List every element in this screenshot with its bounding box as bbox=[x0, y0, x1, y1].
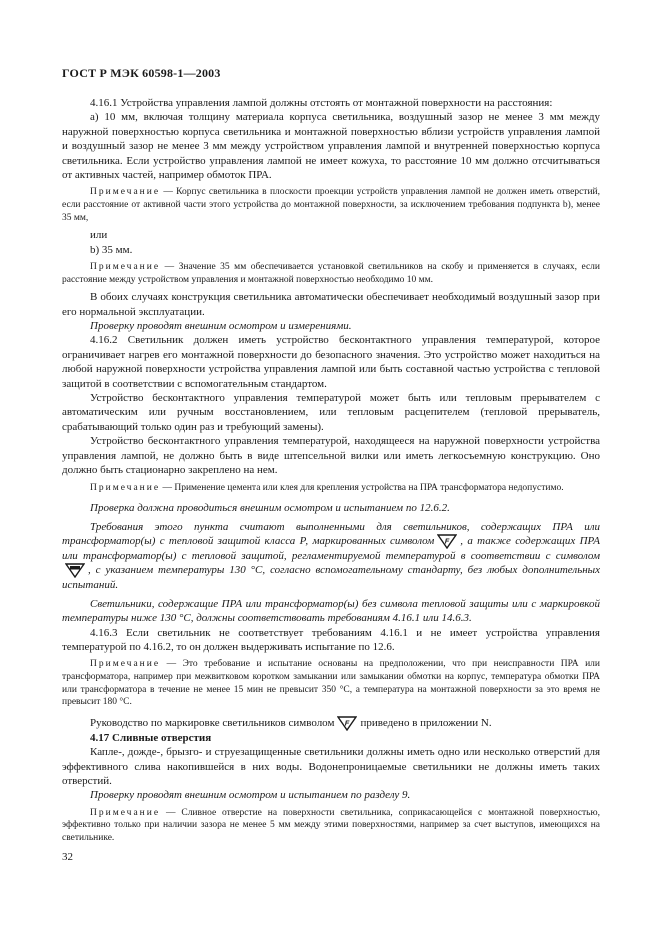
note-label: Примечание bbox=[90, 482, 161, 493]
note-3 bbox=[62, 482, 600, 495]
thermal-protection-temperature-symbol-icon bbox=[65, 563, 85, 578]
page-content bbox=[62, 96, 600, 845]
paragraph-thermal-device: Устройство бесконтактного управления температурой может быть или тепловым прерывателем с автоматическим или ручным восстановлением, или тепловым расцепителем (тепловой прерыватель, срабатывающий только один раз и требующий замены). bbox=[62, 392, 600, 433]
note-label: Примечание bbox=[90, 807, 161, 818]
paragraph-or: или bbox=[90, 229, 108, 242]
thermal-protection-f-symbol-icon bbox=[437, 534, 457, 549]
symbol-letter: F bbox=[345, 718, 350, 728]
paragraph-item-b: b) 35 мм. bbox=[90, 243, 133, 256]
note-text: — Это требование и испытание основаны на предположении, что при неисправности ПРА или трансформатора, например при межвитковом коротком замыкании или замыкании обмотки на корпус, температура обмотки ПРА или трансформатора в течение не менее 15 мин не превысит 350 °С, а температура на монтажной поверхности за это время не превысит 180 °С. bbox=[62, 659, 600, 708]
paragraph-drain-holes: Капле-, дожде-, брызго- и струезащищенные светильники должны иметь одно или несколько отверстий для эффективного слива накопившейся в них воды. Водонепроницаемые светильники не должны иметь таких отверстий. bbox=[62, 746, 600, 787]
text-part-b: приведено в приложении N. bbox=[360, 716, 492, 729]
note-text: — Применение цемента или клея для крепления устройства на ПРА трансформатора недопустимо. bbox=[160, 482, 564, 493]
symbol-letter: F bbox=[444, 536, 450, 546]
text-part-a: Руководство по маркировке светильников символом bbox=[90, 716, 335, 729]
paragraph-4-16-2: 4.16.2 Светильник должен иметь устройство бесконтактного управления температурой, которое ограничивает нагрев его монтажной поверхности до безопасного значения. Это устройство может находиться на любой наружной поверхности устройства управления лампой или быть составной частью устройства с тепловой защитой в соответствии с вспомогательным стандартом. bbox=[62, 334, 600, 390]
paragraph-external-device: Устройство бесконтактного управления температурой, находящееся на наружной поверхности устройства управления лампой, не должно быть в виде штепсельной вилки или иметь легкосъемную конструкцию. Оно должно быть стационарно закреплено на нем. bbox=[62, 435, 600, 477]
f-symbol-icon bbox=[337, 716, 357, 731]
check-method-1: Проверку проводят внешним осмотром и измерениями. bbox=[90, 320, 352, 333]
note-4 bbox=[62, 658, 600, 708]
note-text: — Значение 35 мм обеспечивается установкой светильников на скобу и применяется в случаях, если расстояние между устройством управления и монтажной поверхностью необходимо 10 мм. bbox=[62, 262, 600, 285]
paragraph-4-16-3: 4.16.3 Если светильник не соответствует требованиям 4.16.1 и не имеет устройства управления температурой по 4.16.2, то он должен выдерживать испытание по 12.6. bbox=[62, 626, 600, 653]
paragraph-item-a: а) 10 мм, включая толщину материала корпуса светильника, воздушный зазор не менее 3 мм между наружной поверхностью корпуса светильника и монтажной поверхностью вблизи устройств управления лампой и воздушный зазор не менее 3 мм между устройством управления лампой и внутренней поверхностью корпуса светильника. Если устройство управления лампой не имеет кожуха, то расстояние 10 мм должно отсчитываться от активных частей, например обмоток ПРА. bbox=[62, 111, 600, 182]
document-header: ГОСТ Р МЭК 60598-1—2003 bbox=[62, 66, 221, 80]
note-2 bbox=[62, 261, 600, 286]
note-5 bbox=[62, 807, 600, 845]
paragraph-both-cases: В обоих случаях конструкция светильника автоматически обеспечивает необходимый воздушный зазор при его нормальной эксплуатации. bbox=[62, 291, 600, 318]
text-part-a: Требования этого пункта считают выполненными для светильников, содержащих ПРА или трансформатор(ы) с тепловой защитой класса Р, маркированных символом bbox=[62, 520, 600, 547]
text-part-c: , с указанием температуры 130 °С, согласно вспомогательному стандарту, без любых дополнительных испытаний. bbox=[62, 564, 600, 592]
paragraph-marking-guide bbox=[62, 716, 600, 731]
section-heading-4-17: 4.17 Сливные отверстия bbox=[90, 731, 212, 744]
text-part-b: , а также содержащих ПРА или трансформатор(ы) с тепловой защитой, регламентируемой температурой в соответствии с символом bbox=[62, 534, 600, 562]
note-label: Примечание bbox=[90, 262, 161, 273]
note-text: — Сливное отверстие на поверхности светильника, соприкасающейся с монтажной поверхностью, эффективно только при наличии зазора не менее 5 мм между этими поверхностями, например за счет выступов, имеющихся на светильнике. bbox=[62, 807, 600, 843]
note-1 bbox=[62, 186, 600, 224]
note-label: Примечание bbox=[90, 659, 161, 670]
paragraph-4-16-1: 4.16.1 Устройства управления лампой должны отстоять от монтажной поверхности на расстояния: bbox=[90, 97, 553, 109]
note-label: Примечание bbox=[90, 187, 161, 198]
paragraph-without-symbol: Светильники, содержащие ПРА или трансформатор(ы) без символа тепловой защиты или с маркировкой температуры ниже 130 °С, должны соответствовать требованиям 4.16.1 или 14.6.3. bbox=[62, 597, 600, 625]
note-text: — Корпус светильника в плоскости проекции устройств управления лампой не должен иметь отверстий, если расстояние от активной части этого устройства до монтажной поверхности, за исключением требования подпункта b), менее 35 мм, bbox=[62, 187, 600, 223]
check-method-2: Проверка должна проводиться внешним осмотром и испытанием по 12.6.2. bbox=[90, 502, 450, 515]
page-number: 32 bbox=[62, 851, 73, 863]
paragraph-requirements-met bbox=[62, 520, 600, 593]
check-method-3: Проверку проводят внешним осмотром и испытанием по разделу 9. bbox=[90, 789, 411, 802]
